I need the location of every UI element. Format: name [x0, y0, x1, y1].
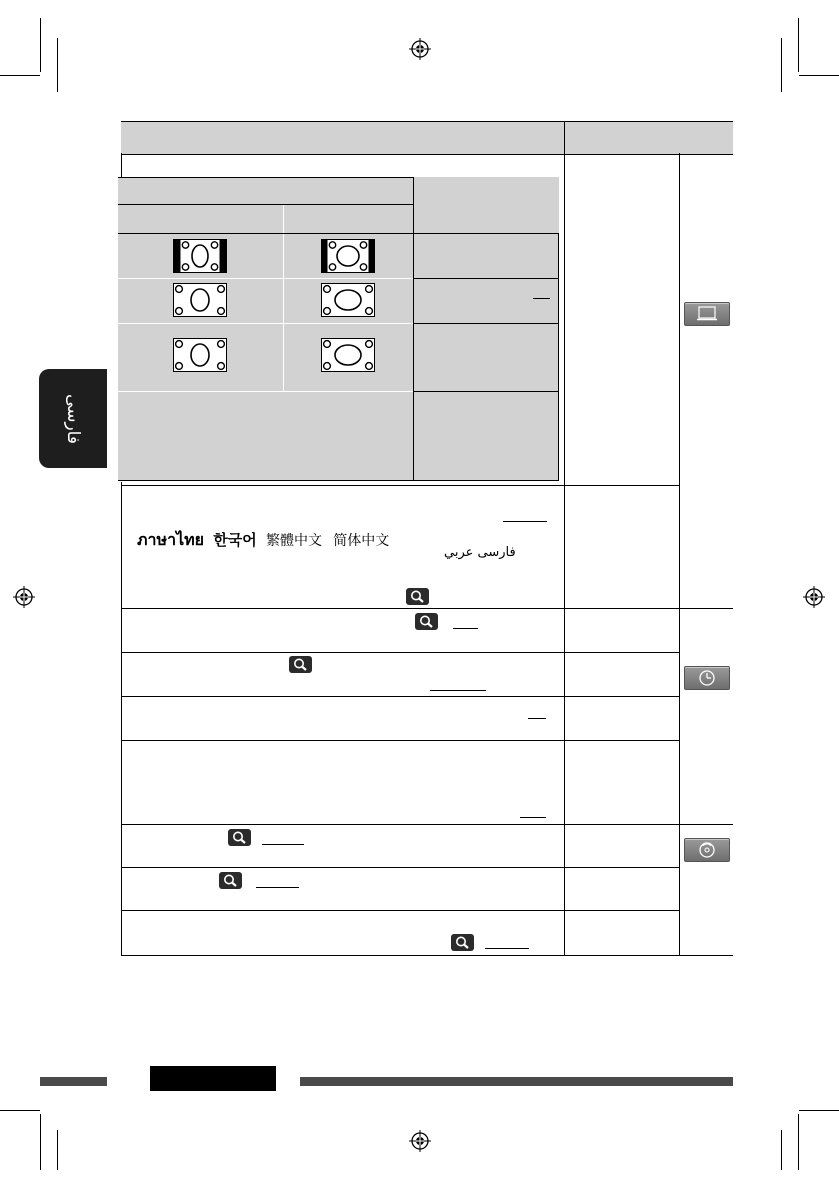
registration-mark-icon — [803, 586, 825, 608]
screen-full-icon — [173, 338, 227, 372]
magnifier-icon — [451, 934, 474, 951]
disc-category-icon — [684, 838, 730, 862]
table-header — [121, 121, 733, 155]
footer-bar-right — [300, 1077, 733, 1086]
magnifier-icon — [406, 588, 429, 605]
footer-page-number-box — [150, 1066, 276, 1091]
aspect-ratio-block — [118, 177, 559, 480]
registration-mark-icon — [13, 586, 35, 608]
lang-arabic: عربي — [444, 545, 474, 560]
lang-korean: 한국어 — [213, 531, 257, 549]
lang-simp-chinese: 简体中文 — [333, 533, 390, 549]
language-side-tab — [39, 369, 107, 468]
monitor-category-icon — [684, 302, 730, 326]
lang-trad-chinese: 繁體中文 — [265, 533, 322, 549]
screen-full-icon — [321, 338, 375, 372]
language-options — [137, 528, 389, 553]
magnifier-icon — [228, 829, 251, 846]
magnifier-icon — [415, 613, 438, 630]
lang-persian: فارسی — [477, 545, 516, 560]
side-tab-label: فارسی — [63, 393, 83, 444]
screen-full-icon — [173, 283, 227, 317]
registration-mark-icon — [409, 1130, 431, 1152]
footer-bar-left — [40, 1077, 107, 1086]
screen-pillarbox-icon — [173, 239, 227, 273]
screen-pillarbox-icon — [321, 239, 375, 273]
screen-full-icon — [321, 283, 375, 317]
language-options-rtl — [436, 545, 516, 560]
clock-category-icon — [684, 666, 730, 690]
registration-mark-icon — [409, 38, 431, 60]
magnifier-icon — [219, 872, 242, 889]
magnifier-icon — [289, 656, 312, 673]
lang-thai: ภาษาไทย — [137, 530, 205, 549]
